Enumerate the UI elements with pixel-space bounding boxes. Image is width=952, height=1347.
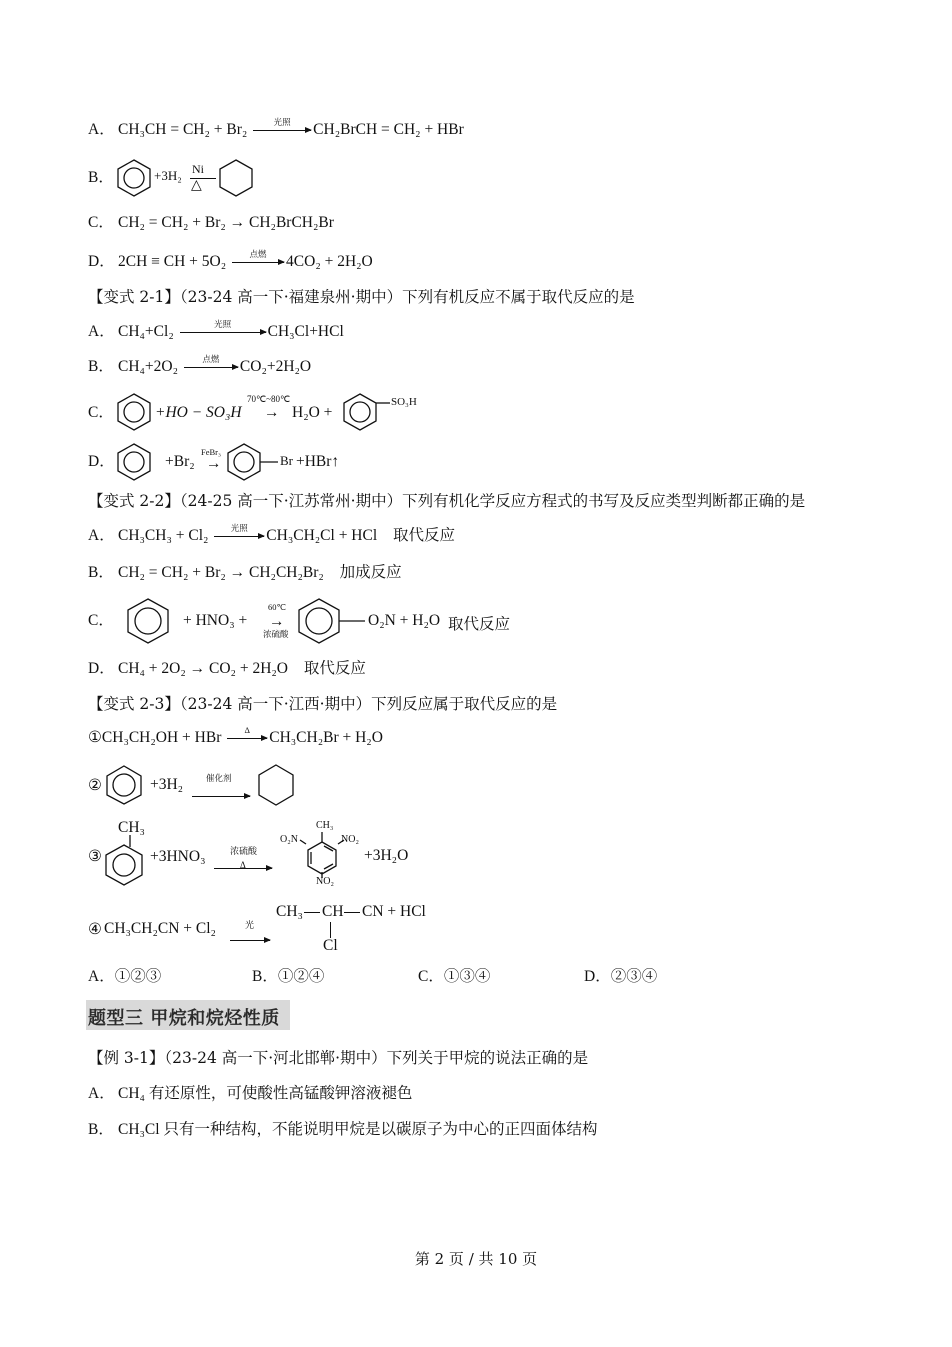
- arrow-condition: 光照: [230, 522, 248, 533]
- e31-option-a[interactable]: [88, 1083, 412, 1104]
- option-label: D．: [88, 660, 115, 677]
- equation-lhs: CH₄+2O₂: [118, 358, 179, 375]
- formula: CH₃Cl: [118, 1121, 160, 1138]
- option-text: 有还原性，可使酸性高锰酸钾溶液褪色: [148, 1084, 413, 1102]
- reaction-arrow: →: [264, 404, 280, 421]
- reaction-arrow: [227, 724, 267, 739]
- arrow-condition: 光照: [214, 318, 232, 329]
- question-stem: 【变式 2-3】（23-24 高一下·江西·期中）下列反应属于取代反应的是: [88, 695, 558, 713]
- question-stem: 【变式 2-1】（23-24 高一下·福建泉州·期中）下列有机反应不属于取代反应的是: [88, 288, 635, 306]
- substituent: Br: [280, 453, 293, 468]
- arrow-condition: 70℃~80℃: [247, 394, 291, 404]
- equation-lhs: CH₃CH = CH₂ + Br₂: [118, 121, 248, 138]
- question-stem: 【例 3-1】（23-24 高一下·河北邯郸·期中）下列关于甲烷的说法正确的是: [88, 1049, 589, 1067]
- arrow-condition: 点燃: [249, 248, 267, 259]
- reagent: +HO − SO₃H: [155, 404, 242, 421]
- v21-option-d[interactable]: [88, 452, 118, 472]
- section-heading: 题型三 甲烷和烷烃性质: [88, 1008, 280, 1029]
- reaction-arrow: [192, 786, 250, 804]
- q2-option-d[interactable]: [88, 248, 373, 272]
- choice-value: ①③④: [443, 968, 491, 985]
- choice-value: ①②④: [277, 968, 325, 985]
- reaction-number: ②: [88, 777, 102, 794]
- reaction-arrow: [180, 318, 266, 333]
- choice-a[interactable]: [88, 967, 161, 987]
- equation-lhs: CH₃CH₂OH + HBr: [101, 729, 222, 746]
- q2-option-c[interactable]: [88, 213, 334, 233]
- choice-value: ②③④: [610, 968, 658, 985]
- choice-b[interactable]: [252, 967, 324, 987]
- reaction-type: 取代反应: [448, 615, 511, 633]
- equation-rhs: 4CO₂ + 2H₂O: [286, 253, 373, 270]
- option-label: B．: [88, 1121, 114, 1138]
- reaction-arrow: [232, 248, 284, 263]
- reaction-arrow: →: [269, 613, 285, 630]
- reaction-type: 取代反应: [303, 660, 366, 677]
- v22-option-c[interactable]: [88, 611, 118, 631]
- tnt-nitro-bottom: NO₂: [316, 876, 334, 887]
- benzene-ring-icon: [116, 443, 156, 481]
- reaction-arrow: [230, 930, 270, 948]
- equation-lhs: CH₄+Cl₂: [118, 323, 174, 340]
- arrow-condition-top: 浓硫酸: [230, 847, 258, 857]
- choice-label: B．: [252, 968, 278, 985]
- reaction-type: 加成反应: [339, 564, 402, 581]
- benzene-ring-icon: [116, 393, 156, 433]
- e31-option-b[interactable]: [88, 1119, 597, 1140]
- equation-lhs: 2CH ≡ CH + 5O₂: [118, 253, 227, 270]
- bromobenzene-icon: [226, 443, 286, 481]
- choice-d[interactable]: [584, 967, 657, 987]
- arrow-condition: 催化剂: [206, 774, 232, 784]
- option-label: B．: [88, 358, 114, 375]
- equation-rhs: CO₂+2H₂O: [239, 358, 312, 375]
- arrow-condition: Δ: [244, 724, 250, 735]
- nitrobenzene-icon: [297, 598, 369, 644]
- reagent: +Br₂: [165, 453, 195, 470]
- choice-label: A．: [88, 968, 115, 985]
- product: H₂O +: [292, 404, 333, 421]
- arrow-condition-bottom: △: [191, 178, 202, 193]
- option-text: 只有一种结构，不能说明甲烷是以碳原子为中心的正四面体结构: [163, 1120, 598, 1138]
- bond-line: [304, 912, 320, 913]
- option-label: D．: [88, 253, 115, 270]
- choice-c[interactable]: [418, 967, 490, 987]
- v21-option-a[interactable]: [88, 318, 344, 342]
- reagent: + HNO₃ +: [183, 612, 248, 629]
- product: +HBr↑: [296, 453, 340, 470]
- reagent: +3H₂: [150, 776, 184, 793]
- trinitrotoluene-icon: [296, 830, 346, 880]
- bond-line: [330, 922, 331, 938]
- toluene-icon: [102, 833, 146, 891]
- option-label: B．: [88, 564, 114, 581]
- reaction-type: 取代反应: [393, 527, 456, 544]
- option-label: C．: [88, 404, 114, 421]
- equation-rhs: CH₃CH₂Br + H₂O: [269, 729, 383, 746]
- option-label: A．: [88, 323, 115, 340]
- tnt-nitro-right: NO₂: [341, 834, 359, 845]
- option-label: B．: [88, 169, 114, 186]
- reaction-arrow: →: [206, 455, 222, 472]
- reaction-arrow: [253, 116, 311, 131]
- option-label: C．: [88, 612, 114, 629]
- product-cl: Cl: [323, 937, 338, 954]
- equation-rhs: CH₃Cl+HCl: [267, 323, 344, 340]
- choice-value: ①②③: [114, 968, 162, 985]
- benzenesulfonic-acid-icon: [342, 393, 392, 433]
- page-footer: 第 2 页 / 共 10 页: [414, 1250, 538, 1268]
- option-label: D．: [88, 453, 115, 470]
- reaction-number: ③: [88, 848, 102, 865]
- product-cn: CN + HCl: [362, 903, 426, 920]
- cyclohexane-ring-icon: [256, 764, 298, 806]
- product: O₂N + H₂O: [368, 612, 441, 629]
- v22-option-a[interactable]: [88, 522, 456, 546]
- arrow-condition: 点燃: [202, 353, 220, 364]
- arrow-condition-top: 60℃: [268, 602, 287, 612]
- arrow-condition: 光: [245, 921, 255, 931]
- option-label: A．: [88, 527, 115, 544]
- product: +3H₂O: [364, 847, 409, 864]
- reagent: +3HNO₃: [150, 848, 206, 865]
- v22-option-d[interactable]: [88, 659, 366, 679]
- question-stem: 【变式 2-2】（24-25 高一下·江苏常州·期中）下列有机化学反应方程式的书写及反应类型判断都正确的是: [88, 492, 806, 510]
- reaction-number: ①: [88, 729, 102, 746]
- equation: CH₄ + 2O₂ → CO₂ + 2H₂O: [118, 660, 288, 677]
- equation: CH₂ = CH₂ + Br₂ → CH₂BrCH₂Br: [118, 214, 334, 231]
- reagent: +3H₂: [154, 168, 182, 183]
- v22-option-b[interactable]: [88, 563, 402, 583]
- reaction-number: ④: [88, 921, 102, 938]
- equation-lhs: CH₃CH₂CN + Cl₂: [104, 920, 216, 937]
- cyclohexane-ring-icon: [218, 159, 258, 199]
- toluene-methyl: CH₃: [118, 819, 145, 836]
- benzene-ring-icon: [116, 159, 156, 199]
- reaction-arrow: [214, 522, 264, 537]
- product-ch: CH: [322, 903, 344, 920]
- arrow-condition: 光照: [273, 116, 291, 127]
- arrow-condition-top: Ni: [192, 162, 204, 176]
- equation-rhs: CH₂BrCH = CH₂ + HBr: [313, 121, 464, 138]
- tnt-nitro-left: O₂N: [280, 834, 298, 845]
- equation-rhs: CH₃CH₂Cl + HCl: [266, 527, 378, 544]
- product-ch3: CH₃: [276, 903, 303, 920]
- arrow-condition-bottom: 浓硫酸: [263, 630, 289, 640]
- reaction-arrow: [184, 353, 238, 368]
- benzene-ring-icon: [104, 765, 146, 805]
- tnt-methyl: CH₃: [316, 820, 334, 831]
- equation-lhs: CH₃CH₃ + Cl₂: [118, 527, 209, 544]
- option-label: A．: [88, 121, 115, 138]
- q2-option-a[interactable]: [88, 116, 464, 140]
- q2-option-b[interactable]: [88, 168, 118, 188]
- arrow-condition: FeBr₃: [201, 447, 221, 457]
- substituent: SO₃H: [391, 396, 417, 408]
- bond-line: [344, 912, 360, 913]
- formula: CH₄: [118, 1085, 145, 1102]
- equation: CH₂ = CH₂ + Br₂ → CH₂CH₂Br₂: [118, 564, 324, 581]
- choice-label: C．: [418, 968, 444, 985]
- benzene-ring-icon: [126, 598, 176, 644]
- option-label: A．: [88, 1085, 115, 1102]
- v21-option-c[interactable]: [88, 403, 118, 423]
- v23-reaction-1: [88, 724, 383, 748]
- arrow-condition-bottom: Δ: [240, 860, 246, 870]
- choice-label: D．: [584, 968, 611, 985]
- option-label: C．: [88, 214, 114, 231]
- v21-option-b[interactable]: [88, 353, 312, 377]
